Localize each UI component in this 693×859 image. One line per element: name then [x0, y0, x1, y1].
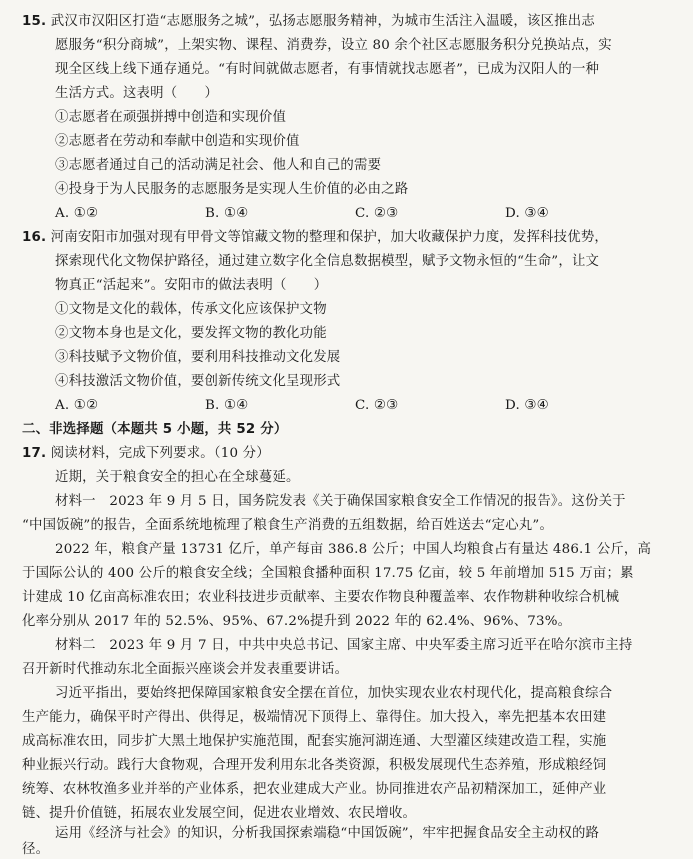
- q15-stem-3: 现全区线上线下通存通兑。“有时间就做志愿者，有事情就找志愿者”，已成为汉阳人的一种: [55, 62, 600, 77]
- q16-stem-2: 探索现代化文物保护路径，通过建立数字化全信息数据模型，赋予文物永恒的“生命”，让文: [55, 254, 600, 269]
- q17-task-line-2: 径。: [22, 842, 50, 857]
- q17-material-2-line-3: 习近平指出，要始终把保障国家粮食安全摆在首位，加快实现农业农村现代化，提高粮食综合: [55, 686, 613, 701]
- q15-statement-4: ④投身于为人民服务的志愿服务是实现人生价值的必由之路: [55, 182, 409, 197]
- q15-number: 15.: [22, 14, 47, 29]
- q17-material-1-line-5: 计建成 10 亿亩高标准农田；农业科技进步贡献率、主要农作物良种覆盖率、农作物耕种收综合机械: [22, 590, 620, 605]
- q17-material-2-line-6: 种业振兴行动。践行大食物观，合理开发利用东北各类资源，积极发展现代生态养殖，形成粮经饲: [22, 758, 607, 773]
- q17-material-2-line-1: 材料二 2023 年 9 月 7 日，中共中央总书记、国家主席、中央军委主席习近平在哈尔滨市主持: [55, 638, 633, 653]
- q16-line-1: [22, 229, 608, 247]
- q16-number: 16.: [22, 230, 47, 245]
- q17-task-line-1: 运用《经济与社会》的知识，分析我国探索端稳“中国饭碗”，牢牢把握食品安全主动权的路: [55, 826, 600, 841]
- q15-option-c[interactable]: C. ②③: [355, 206, 399, 221]
- q16-option-c[interactable]: C. ②③: [355, 398, 399, 413]
- q17-material-2-line-2: 召开新时代推动东北全面振兴座谈会并发表重要讲话。: [22, 662, 349, 677]
- q17-material-1-line-3: 2022 年，粮食产量 13731 亿斤，单产每亩 386.8 公斤；中国人均粮食占有量达 486.1 公斤，高: [55, 542, 652, 557]
- q15-statement-2: ②志愿者在劳动和奉献中创造和实现价值: [55, 134, 300, 149]
- q16-option-d[interactable]: D. ③④: [505, 398, 549, 413]
- q16-options: [55, 397, 655, 415]
- q17-material-2-line-5: 成高标准农田，同步扩大黑土地保护实施范围，配套实施河湖连通、大型灌区续建改造工程，实施: [22, 734, 607, 749]
- q16-statement-2: ②文物本身也是文化，要发挥文物的教化功能: [55, 326, 327, 341]
- q15-options: [55, 205, 655, 223]
- q17-material-1-line-6: 化率分别从 2017 年的 52.5%、95%、67.2%提升到 2022 年的 62.4%、96%、73%。: [22, 614, 572, 629]
- q15-option-a[interactable]: A. ①②: [55, 206, 99, 221]
- q16-option-b[interactable]: B. ①④: [205, 398, 249, 413]
- q17-material-2-line-4: 生产能力，确保平时产得出、供得足，极端情况下顶得上、靠得住。加大投入，率先把基本农田建: [22, 710, 607, 725]
- q16-statement-3: ③科技赋予文物价值，要利用科技推动文化发展: [55, 350, 341, 365]
- q16-stem-1: 河南安阳市加强对现有甲骨文等馆藏文物的整理和保护，加大收藏保护力度，发挥科技优势，: [50, 230, 609, 245]
- q15-stem-4: 生活方式。这表明（ ）: [55, 86, 219, 101]
- q17-material-2-line-7: 统筹、农林牧渔多业并举的产业体系，把农业建成大产业。协同推进农产品初精深加工，延伸产业: [22, 782, 607, 797]
- q16-statement-1: ①文物是文化的载体，传承文化应该保护文物: [55, 302, 327, 317]
- q17-number: 17.: [22, 446, 47, 461]
- q15-line-1: [22, 13, 595, 31]
- q16-option-a[interactable]: A. ①②: [55, 398, 99, 413]
- q15-option-d[interactable]: D. ③④: [505, 206, 549, 221]
- q17-material-2-line-8: 链、提升价值链，拓展农业发展空间，促进农业增效、农民增收。: [22, 806, 417, 821]
- q15-statement-1: ①志愿者在顽强拼搏中创造和实现价值: [55, 110, 287, 125]
- q15-stem-1: 武汉市汉阳区打造“志愿服务之城”，弘扬志愿服务精神，为城市生活注入温暖，该区推出志: [50, 14, 595, 29]
- q17-material-1-line-2: “中国饭碗”的报告，全面系统地梳理了粮食生产消费的五组数据，给百姓送去“定心丸”。: [22, 518, 554, 533]
- section-2-title: 二、非选择题（本题共 5 小题，共 52 分）: [22, 422, 288, 437]
- q16-statement-4: ④科技激活文物价值，要创新传统文化呈现形式: [55, 374, 341, 389]
- q17-line-1: [22, 445, 270, 463]
- q17-material-1-line-4: 于国际公认的 400 公斤的粮食安全线；全国粮食播种面积 17.75 亿亩，较 5 年前增加 515 万亩；累: [22, 566, 634, 581]
- q16-stem-3: 物真正“活起来”。安阳市的做法表明（ ）: [55, 278, 328, 293]
- q15-stem-2: 愿服务“积分商城”，上架实物、课程、消费券，设立 80 余个社区志愿服务积分兑换站点，实: [55, 38, 612, 53]
- q15-statement-3: ③志愿者通过自己的活动满足社会、他人和自己的需要: [55, 158, 382, 173]
- q15-option-b[interactable]: B. ①④: [205, 206, 249, 221]
- q17-material-1-line-1: 材料一 2023 年 9 月 5 日，国务院发表《关于确保国家粮食安全工作情况的报告》。这份关于: [55, 494, 626, 509]
- q17-intro: 阅读材料，完成下列要求。（10 分）: [50, 446, 270, 461]
- q17-line-intro: 近期，关于粮食安全的担心在全球蔓延。: [55, 470, 300, 485]
